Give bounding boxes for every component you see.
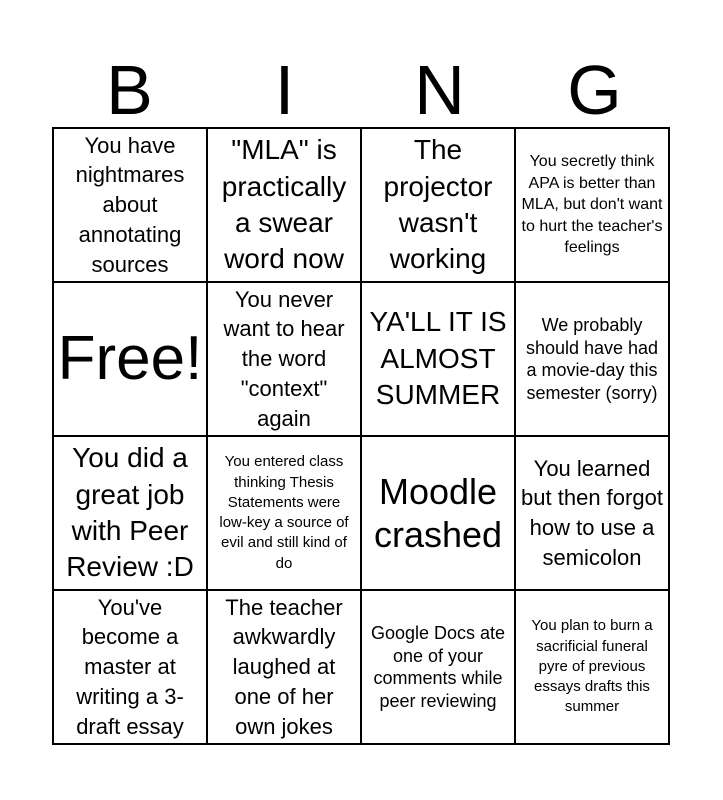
cell-text: Google Docs ate one of your comments while peer reviewing bbox=[370, 623, 506, 711]
bingo-cell[interactable] bbox=[361, 436, 515, 590]
cell-text: You have nightmares about annotating sources bbox=[75, 132, 185, 277]
cell-text: "MLA" is practically a swear word now bbox=[221, 134, 347, 275]
cell-text: You've become a master at writing a 3-draft essay bbox=[76, 594, 184, 739]
cell-text: You never want to hear the word "context" again bbox=[223, 286, 345, 431]
bingo-cell[interactable] bbox=[207, 282, 361, 436]
bingo-card bbox=[52, 127, 670, 745]
cell-text: Free! bbox=[57, 323, 203, 393]
bingo-cell[interactable] bbox=[207, 590, 361, 744]
bingo-cell[interactable] bbox=[53, 128, 207, 282]
header-letter-i: I bbox=[274, 51, 295, 129]
cell-text: Moodle crashed bbox=[373, 470, 503, 555]
bingo-cell[interactable] bbox=[361, 128, 515, 282]
bingo-cell[interactable] bbox=[361, 282, 515, 436]
bingo-cell[interactable] bbox=[515, 436, 669, 590]
cell-text: We probably should have had a movie-day this semester (sorry) bbox=[525, 315, 659, 403]
cell-text: YA'LL IT IS ALMOST SUMMER bbox=[369, 306, 507, 411]
bingo-cell[interactable] bbox=[515, 590, 669, 744]
cell-text: You learned but then forgot how to use a semicolon bbox=[521, 455, 663, 570]
bingo-cell[interactable] bbox=[515, 282, 669, 436]
header-letter-b: B bbox=[106, 51, 153, 129]
bingo-cell[interactable] bbox=[207, 128, 361, 282]
bingo-cell-free[interactable] bbox=[53, 282, 207, 436]
bingo-cell[interactable] bbox=[53, 436, 207, 590]
bingo-cell[interactable] bbox=[53, 590, 207, 744]
header-letter-g: G bbox=[567, 51, 622, 129]
header-letter-n: N bbox=[414, 51, 465, 129]
cell-text: The teacher awkwardly laughed at one of her own jokes bbox=[225, 594, 343, 739]
cell-text: You plan to burn a sacrificial funeral pyre of previous essays drafts this summer bbox=[531, 617, 653, 716]
cell-text: You did a great job with Peer Review :D bbox=[66, 442, 194, 583]
bingo-cell[interactable] bbox=[515, 128, 669, 282]
bingo-header bbox=[52, 50, 672, 130]
cell-text: You entered class thinking Thesis Statements were low-key a source of evil and still kind of do bbox=[219, 453, 349, 572]
cell-text: The projector wasn't working bbox=[383, 134, 493, 275]
bingo-cell[interactable] bbox=[361, 590, 515, 744]
bingo-cell[interactable] bbox=[207, 436, 361, 590]
cell-text: You secretly think APA is better than MLA, but don't want to hurt the teacher's feelings bbox=[521, 153, 663, 257]
